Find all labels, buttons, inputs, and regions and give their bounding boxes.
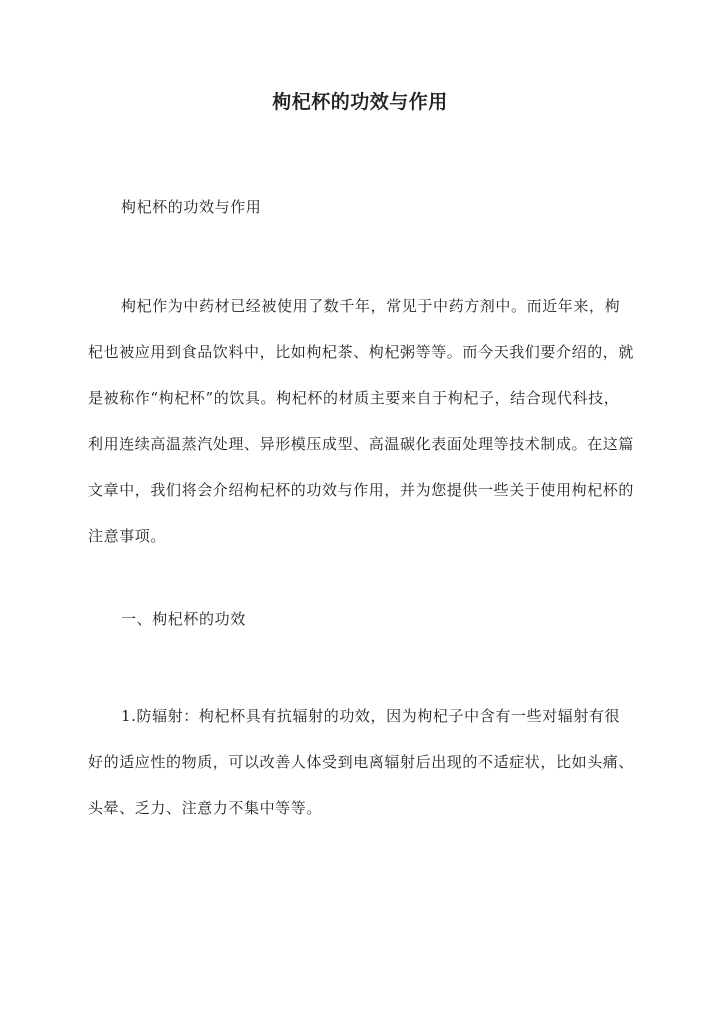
list-item-paragraph: 1.防辐射：枸杞杯具有抗辐射的功效，因为枸杞子中含有一些对辐射有很好的适应性的物质，可以改善人体受到电离辐射后出现的不适症状，比如头痛、头晕、乏力、注意力不集中等等。: [88, 707, 635, 817]
document-subtitle: 枸杞杯的功效与作用: [121, 198, 262, 216]
section-heading: 一、枸杞杯的功效: [121, 610, 246, 628]
intro-paragraph: 枸杞作为中药材已经被使用了数千年，常见于中药方剂中。而近年来，枸杞也被应用到食品饮料中，比如枸杞茶、枸杞粥等等。而今天我们要介绍的，就是被称作“枸杞杯”的饮具。枸杞杯的材质主要来自于枸杞子，结合现代科技，利用连续高温蒸汽处理、异形模压成型、高温碳化表面处理等技术制成。在这篇文章中，我们将会介绍枸杞杯的功效与作用，并为您提供一些关于使用枸杞杯的注意事项。: [88, 297, 635, 545]
document-title: 枸杞杯的功效与作用: [272, 91, 448, 113]
